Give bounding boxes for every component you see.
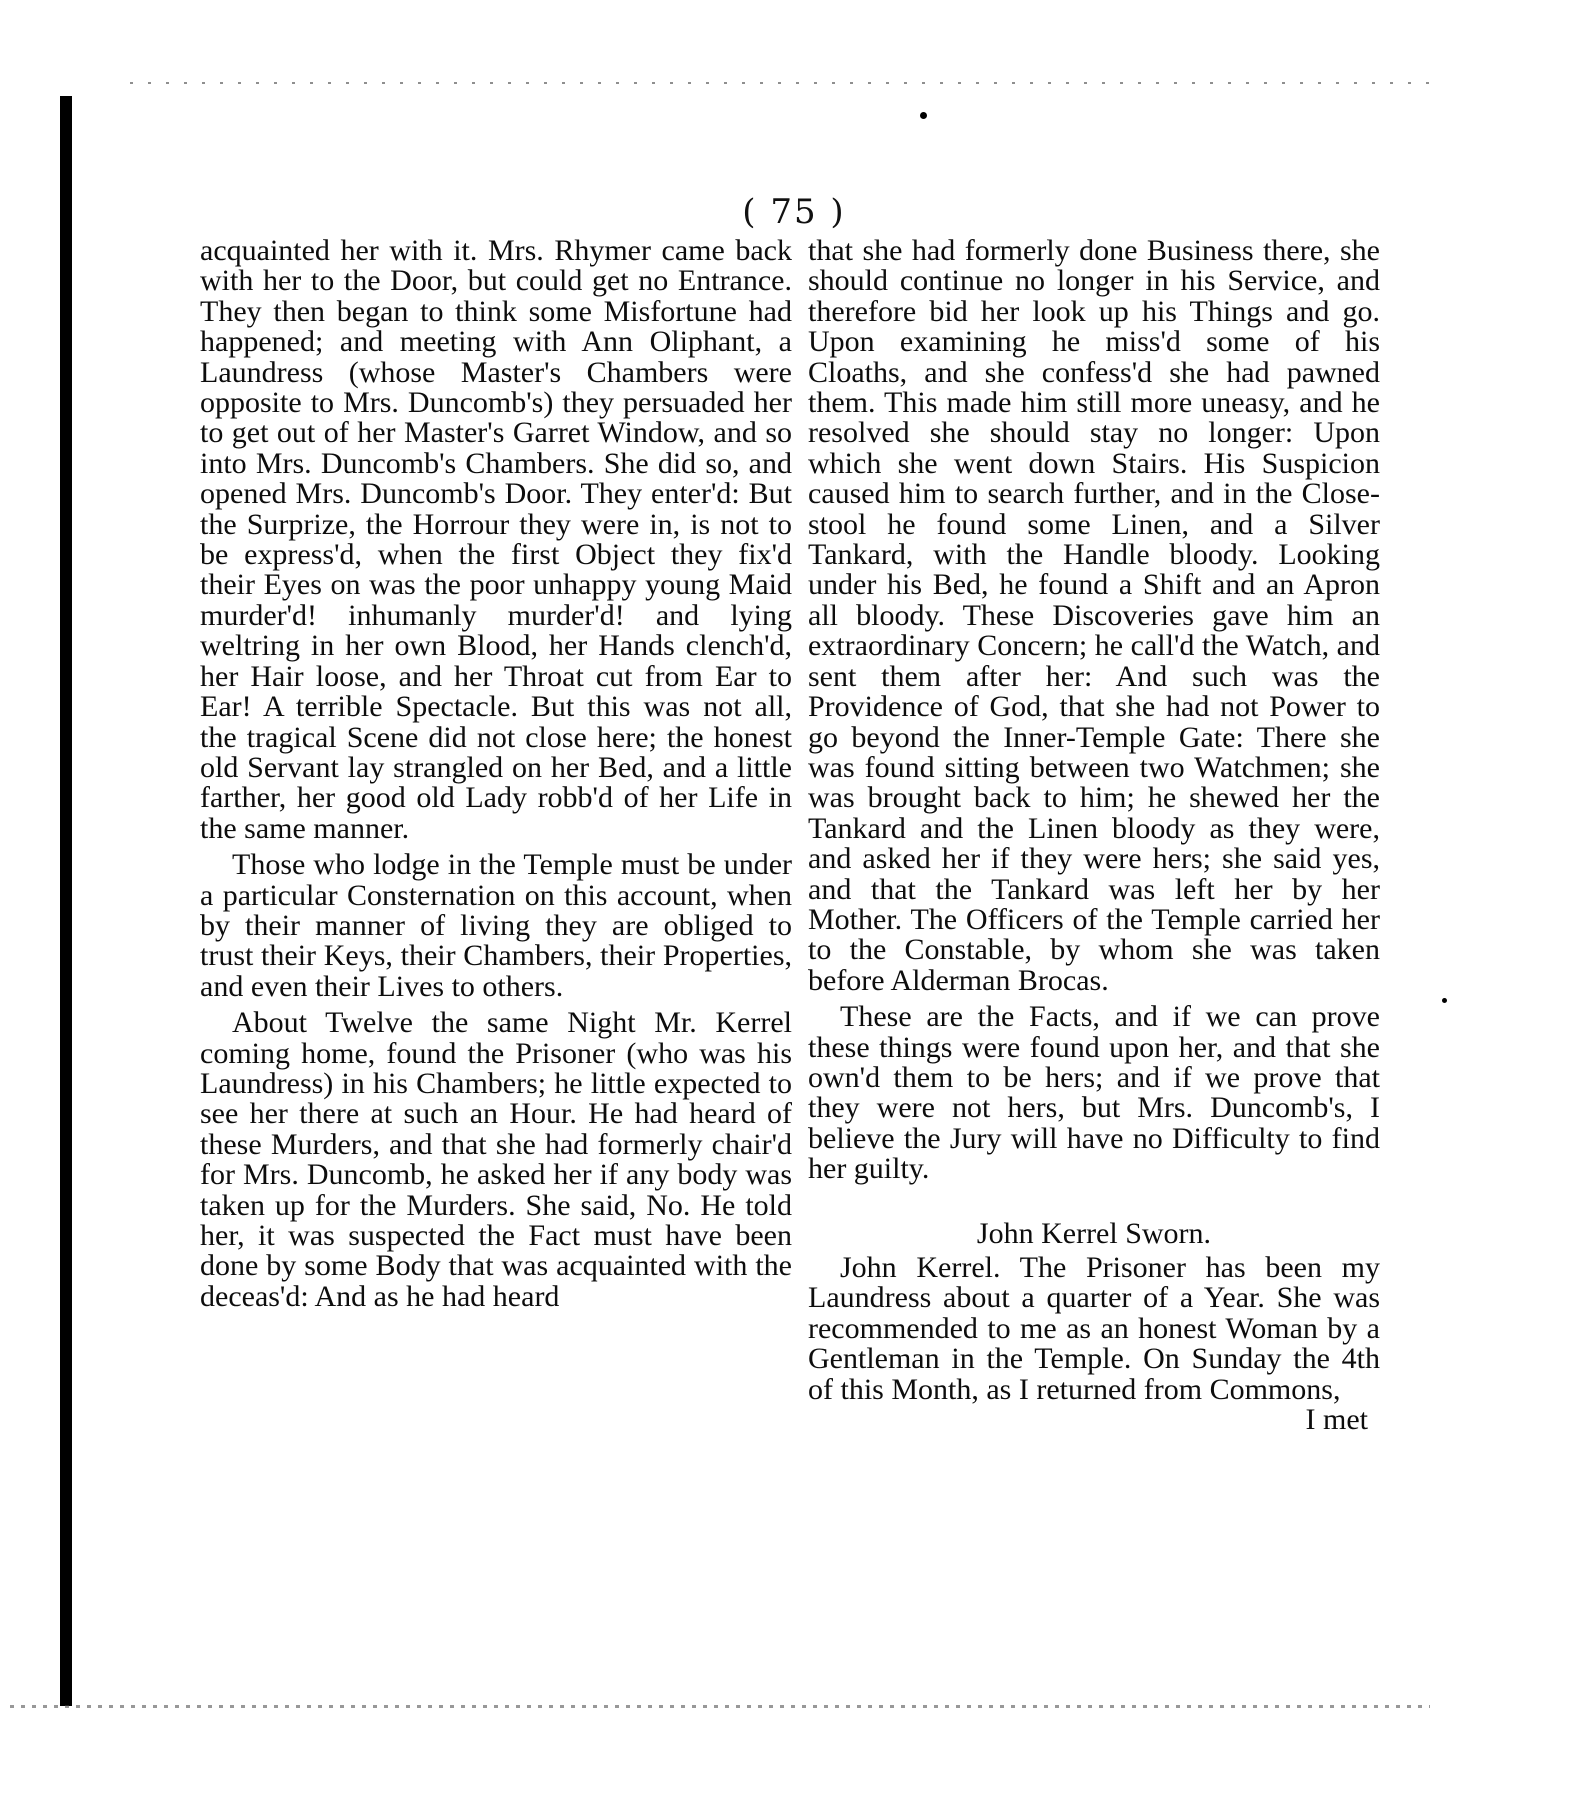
scan-noise-top [130, 82, 1430, 84]
section-heading: John Kerrel Sworn. [976, 1216, 1212, 1250]
paragraph: that she had formerly done Business there, she should continue no longer in his Service, and therefore bid her look up his Things and go. Upon examining he miss'd some of his Cloaths, and she confess'd she had pawned them. This made him still more uneasy, and he resolved she should stay no longer: Upon which she went down Stairs. His Suspicion caused him to search further, and in the Close-stool he found some Linen, and a Silver Tankard, with the Handle bloody. Looking under his Bed, he found a Shift and an Apron all bloody. These Discoveries gave him an extraordinary Concern; he call'd the Watch, and sent them after her: And such was the Providence of God, that she had not Power to go beyond the Inner-Temple Gate: There she was found sitting between two Watchmen; she was brought back to him; he shewed her the Tankard and the Linen bloody as they were, and asked her if they were hers; she said yes, and that the Tankard was left her by her Mother. The Officers of the Temple carried her to the Constable, by whom she was taken before Alderman Brocas. [808, 234, 1380, 997]
page-number: ( 75 ) [742, 192, 846, 232]
paragraph: acquainted her with it. Mrs. Rhymer came back with her to the Door, but could get no Entrance. They then began to think some Misfortune had happened; and meeting with Ann Oliphant, a Laundress (whose Master's Chambers were opposite to Mrs. Duncomb's) they persuaded her to get out of her Master's Garret Window, and so into Mrs. Duncomb's Chambers. She did so, and opened Mrs. Duncomb's Door. They enter'd: But the Surprize, the Horrour they were in, is not to be express'd, when the first Object they fix'd their Eyes on was the poor unhappy young Maid murder'd! inhumanly murder'd! and lying weltring in her own Blood, her Hands clench'd, her Hair loose, and her Throat cut from Ear to Ear! A terrible Spectacle. But this was not all, the tragical Scene did not close here; the honest old Servant lay strangled on her Bed, and a little farther, her good old Lady robb'd of her Life in the same manner. [200, 234, 792, 845]
right-column [808, 236, 1380, 1435]
left-column [200, 236, 792, 1312]
paragraph: Those who lodge in the Temple must be under a particular Consternation on this account, when by their manner of living they are obliged to trust their Keys, their Chambers, their Properties, and even their Lives to others. [200, 848, 792, 1003]
paragraph: About Twelve the same Night Mr. Kerrel coming home, found the Prisoner (who was his Laundress) in his Chambers; he little expected to see her there at such an Hour. He had heard of these Murders, and that she had formerly chair'd for Mrs. Duncomb, he asked her if any body was taken up for the Murders. She said, No. He told her, it was suspected the Fact must have been done by some Body that was acquainted with the deceas'd: And as he had heard [200, 1006, 792, 1313]
ink-speck [1442, 998, 1447, 1003]
catchword: I met [1305, 1403, 1368, 1437]
ink-speck [920, 112, 927, 119]
gutter-shadow [60, 96, 72, 1706]
testimony-paragraph: John Kerrel. The Prisoner has been my Laundress about a quarter of a Year. She was recommended to me as an honest Woman by a Gentleman in the Temple. On Sunday the 4th of this Month, as I returned from Commons, [808, 1251, 1380, 1406]
scan-noise-bottom [10, 1705, 1430, 1708]
paragraph: These are the Facts, and if we can prove these things were found upon her, and that she own'd them to be hers; and if we prove that they were not hers, but Mrs. Duncomb's, I believe the Jury will have no Difficulty to find her guilty. [808, 1000, 1380, 1186]
